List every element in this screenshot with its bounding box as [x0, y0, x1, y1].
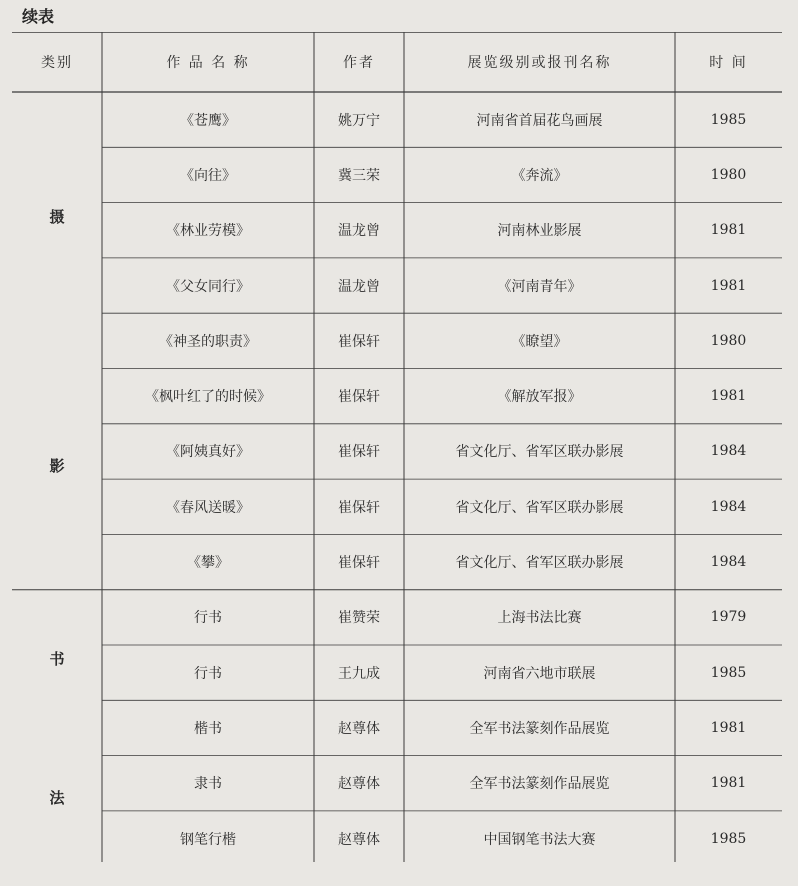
- table-cell-year: 1981: [710, 388, 747, 405]
- table-cell-work-title: 钢笔行楷: [180, 831, 236, 848]
- table-cell-work-title: 行书: [194, 610, 222, 627]
- category-label: 摄: [49, 207, 65, 226]
- table-cell-author: 崔保轩: [338, 444, 380, 461]
- table-cell-venue: 上海书法比赛: [497, 610, 582, 627]
- table-cell-work-title: 行书: [194, 665, 222, 682]
- table-cell-venue: 河南省首届花鸟画展: [476, 112, 603, 129]
- table-cell-year: 1984: [710, 443, 747, 460]
- column-header: 作者: [343, 55, 375, 71]
- table-cell-year: 1981: [710, 277, 747, 294]
- table-cell-year: 1985: [710, 830, 747, 847]
- table-cell-year: 1984: [710, 554, 747, 571]
- table-cell-venue: 《河南青年》: [497, 278, 582, 295]
- table-cell-work-title: 《林业劳模》: [166, 223, 250, 240]
- column-header: 展览级别或报刊名称: [467, 55, 612, 71]
- table-cell-work-title: 《攀》: [187, 555, 229, 572]
- table-cell-venue: 省文化厅、省军区联办影展: [455, 555, 624, 572]
- table-cell-work-title: 《阿姨真好》: [166, 444, 250, 461]
- table-cell-year: 1981: [710, 222, 747, 239]
- table-cell-work-title: 《春风送暖》: [166, 499, 250, 516]
- table-cell-year: 1981: [710, 719, 747, 736]
- table-cell-author: 温龙曾: [338, 278, 380, 295]
- table-cell-author: 崔保轩: [338, 333, 380, 350]
- table-cell-author: 崔保轩: [338, 499, 380, 516]
- table-cell-work-title: 《父女同行》: [166, 278, 250, 295]
- table-cell-venue: 省文化厅、省军区联办影展: [455, 499, 624, 516]
- table-cell-work-title: 《枫叶红了的时候》: [145, 389, 271, 406]
- column-header: 作 品 名 称: [166, 55, 250, 71]
- table-cell-author: 赵尊体: [338, 720, 380, 737]
- table-cell-year: 1985: [710, 664, 747, 681]
- table-cell-work-title: 《苍鹰》: [180, 112, 236, 129]
- table-cell-work-title: 《神圣的职责》: [159, 333, 257, 350]
- page-heading: 续表: [22, 7, 55, 26]
- table-cell-year: 1985: [710, 111, 747, 128]
- table-cell-author: 姚万宁: [338, 112, 380, 129]
- table-cell-author: 崔赞荣: [338, 610, 380, 627]
- table-cell-venue: 省文化厅、省军区联办影展: [455, 444, 624, 461]
- table-cell-venue: 河南林业影展: [497, 223, 582, 240]
- table-cell-author: 崔保轩: [338, 555, 380, 572]
- table-cell-year: 1984: [710, 498, 747, 515]
- category-label: 影: [49, 456, 65, 475]
- table-cell-venue: 中国钢笔书法大赛: [483, 831, 596, 848]
- table-cell-venue: 《瞭望》: [511, 333, 568, 350]
- table-cell-year: 1980: [710, 332, 747, 349]
- table-cell-work-title: 《向往》: [180, 167, 236, 184]
- table-cell-venue: 《解放军报》: [497, 389, 582, 406]
- table-cell-author: 赵尊体: [338, 776, 380, 793]
- table-cell-work-title: 隶书: [194, 776, 222, 793]
- table-cell-author: 冀三荣: [338, 167, 380, 184]
- table-cell-author: 温龙曾: [338, 223, 380, 240]
- table-cell-venue: 《奔流》: [511, 167, 568, 184]
- table-cell-author: 王九成: [338, 665, 380, 682]
- category-label: 书: [49, 650, 65, 669]
- category-label: 法: [49, 788, 65, 807]
- table-cell-author: 崔保轩: [338, 389, 380, 406]
- table-cell-venue: 全军书法篆刻作品展览: [469, 776, 610, 793]
- works-table: [12, 32, 794, 862]
- table-cell-work-title: 楷书: [194, 720, 222, 737]
- table-cell-year: 1980: [710, 166, 747, 183]
- column-header: 时 间: [709, 55, 748, 71]
- table-cell-venue: 全军书法篆刻作品展览: [469, 720, 610, 737]
- table-cell-venue: 河南省六地市联展: [483, 665, 596, 682]
- table-cell-year: 1979: [710, 609, 747, 626]
- table-cell-year: 1981: [710, 775, 747, 792]
- table-cell-author: 赵尊体: [338, 831, 380, 848]
- column-header: 类别: [41, 55, 73, 71]
